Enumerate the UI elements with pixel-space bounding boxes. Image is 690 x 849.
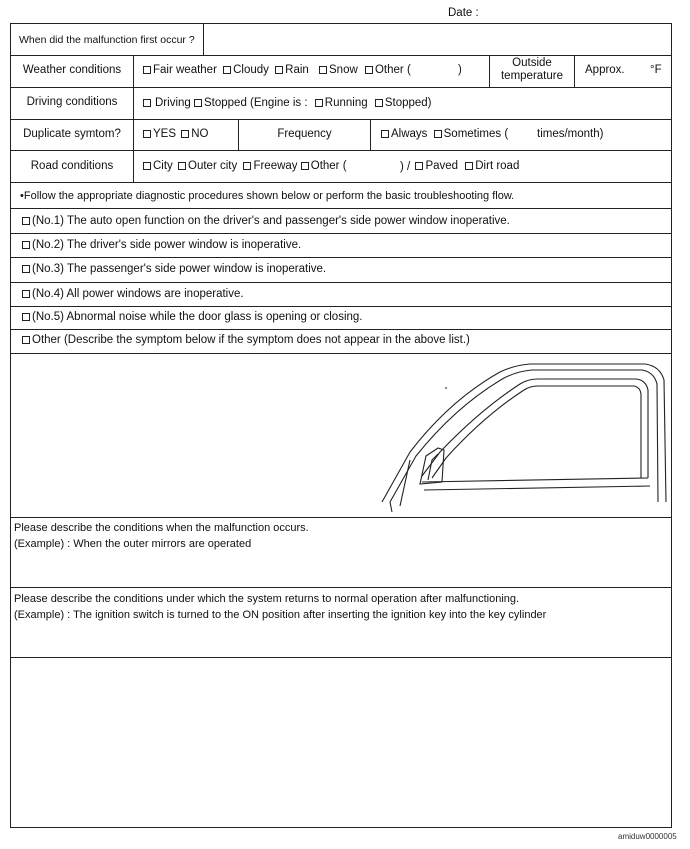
checkbox-icon — [243, 162, 251, 170]
conditions-line-1: Please describe the conditions when the malfunction occurs. — [14, 522, 309, 534]
checkbox-icon — [301, 162, 309, 170]
first-occur-field[interactable] — [206, 26, 669, 53]
row-divider — [10, 282, 672, 283]
row-divider — [10, 329, 672, 330]
weather-rain-label: Rain — [285, 64, 309, 76]
driving-options — [143, 97, 432, 110]
window-frame-outer — [422, 379, 648, 478]
frequency-sometimes-label: Sometimes ( — [443, 128, 509, 140]
road-other-label: Other ( — [310, 160, 347, 172]
symptom-5[interactable] — [22, 311, 363, 323]
weather-fair-checkbox[interactable] — [143, 64, 217, 76]
frequency-sometimes-checkbox[interactable] — [434, 128, 509, 140]
door-edge — [390, 502, 392, 512]
checkbox-icon — [375, 99, 383, 107]
engine-stopped-checkbox[interactable] — [375, 97, 432, 109]
frequency-always-label: Always — [391, 128, 428, 140]
col-divider — [370, 119, 371, 150]
symptom-other[interactable] — [22, 334, 470, 346]
row-divider — [10, 657, 672, 658]
speck — [445, 387, 447, 389]
weather-other-label: Other ( — [374, 64, 411, 76]
road-other-checkbox[interactable] — [301, 160, 347, 172]
outside-temp-line2: temperature — [500, 70, 563, 82]
driving-label: Driving conditions — [26, 96, 118, 108]
engine-stopped-label: Stopped) — [384, 97, 432, 109]
road-label: Road conditions — [30, 160, 114, 172]
duplicate-yes-label: YES — [153, 128, 177, 140]
outside-temp-line1: Outside — [512, 57, 552, 69]
weather-cloudy-checkbox[interactable] — [223, 64, 269, 76]
weather-snow-checkbox[interactable] — [319, 64, 358, 76]
row-divider — [10, 208, 672, 209]
checkbox-icon — [223, 66, 231, 74]
road-paved-checkbox[interactable] — [415, 160, 458, 172]
road-city-checkbox[interactable] — [143, 160, 173, 172]
outside-temp-label — [490, 57, 574, 83]
engine-running-checkbox[interactable] — [315, 97, 368, 109]
road-dirt-label: Dirt road — [475, 160, 520, 172]
row-divider — [10, 587, 672, 588]
frequency-options — [381, 128, 508, 141]
row-divider — [10, 182, 672, 183]
approx-label: Approx. — [585, 64, 625, 76]
row-divider — [10, 87, 672, 88]
belt-line-upper — [422, 478, 648, 482]
symptom-4[interactable] — [22, 288, 244, 300]
checkbox-icon — [22, 241, 30, 249]
symptom-3-label: (No.3) The passenger's side power window is inoperative. — [32, 263, 327, 275]
checkbox-icon — [194, 99, 202, 107]
symptom-2-label: (No.2) The driver's side power window is inoperative. — [32, 239, 302, 251]
date-label: Date : — [448, 7, 479, 19]
checkbox-icon — [465, 162, 473, 170]
weather-options — [143, 64, 411, 77]
weather-rain-checkbox[interactable] — [275, 64, 309, 76]
checkbox-icon — [22, 290, 30, 298]
col-divider — [133, 55, 134, 182]
weather-label: Weather conditions — [22, 64, 122, 76]
checkbox-icon — [315, 99, 323, 107]
instruction-text: •Follow the appropriate diagnostic procedures shown below or perform the basic troubleshooting flow. — [20, 190, 515, 202]
frequency-label: Frequency — [277, 128, 332, 140]
road-freeway-checkbox[interactable] — [243, 160, 297, 172]
road-paved-label: Paved — [425, 160, 459, 172]
checkbox-icon — [181, 130, 189, 138]
duplicate-label: Duplicate symtom? — [23, 128, 121, 140]
temp-unit: °F — [650, 64, 662, 76]
row-divider — [10, 306, 672, 307]
driving-driving-checkbox[interactable] — [143, 97, 191, 109]
row-divider — [10, 257, 672, 258]
checkbox-icon — [143, 130, 151, 138]
row-divider — [10, 353, 672, 354]
window-frame-inner — [432, 386, 641, 478]
door-outer-frame — [382, 364, 666, 502]
duplicate-yes-checkbox[interactable] — [143, 128, 176, 140]
row-divider — [10, 55, 672, 56]
recovery-line-2: (Example) : The ignition switch is turned to the ON position after inserting the ignition key into the key cylinder — [14, 609, 547, 621]
symptom-5-label: (No.5) Abnormal noise while the door glass is opening or closing. — [32, 311, 363, 323]
row-divider — [10, 517, 672, 518]
driving-driving-label: Driving — [155, 97, 191, 109]
checkbox-icon — [319, 66, 327, 74]
checkbox-icon — [143, 162, 151, 170]
frequency-always-checkbox[interactable] — [381, 128, 427, 140]
symptom-1-label: (No.1) The auto open function on the driver's and passenger's side power window inoperative. — [32, 215, 510, 227]
checkbox-icon — [381, 130, 389, 138]
row-divider — [10, 119, 672, 120]
checkbox-icon — [275, 66, 283, 74]
free-description-area[interactable] — [12, 659, 670, 825]
weather-other-checkbox[interactable] — [365, 64, 411, 76]
road-dirt-checkbox[interactable] — [465, 160, 519, 172]
recovery-line-1: Please describe the conditions under which the system returns to normal operation after malfunctioning. — [14, 593, 520, 605]
weather-snow-label: Snow — [329, 64, 358, 76]
checkbox-icon — [22, 336, 30, 344]
road-city-label: City — [153, 160, 173, 172]
symptom-2[interactable] — [22, 239, 301, 251]
first-occur-label: When did the malfunction first occur ? — [19, 34, 195, 46]
conditions-block — [14, 520, 309, 552]
symptom-other-label: Other (Describe the symptom below if the symptom does not appear in the above list.) — [32, 334, 470, 346]
road-outer-checkbox[interactable] — [178, 160, 237, 172]
weather-fair-label: Fair weather — [153, 64, 217, 76]
road-slash: ) / — [400, 161, 411, 173]
recovery-block — [14, 591, 546, 623]
checkbox-icon — [365, 66, 373, 74]
checkbox-icon — [22, 217, 30, 225]
weather-other-close: ) — [458, 64, 462, 76]
row-divider — [10, 233, 672, 234]
duplicate-no-label: NO — [191, 128, 209, 140]
times-per-month-label: times/month) — [537, 128, 604, 140]
road-freeway-label: Freeway — [253, 160, 298, 172]
engine-running-label: Running — [324, 97, 368, 109]
row-divider — [10, 150, 672, 151]
checkbox-icon — [143, 66, 151, 74]
car-door-illustration — [380, 360, 670, 516]
conditions-line-2: (Example) : When the outer mirrors are operated — [14, 538, 252, 550]
road-options — [143, 160, 347, 173]
checkbox-icon — [415, 162, 423, 170]
col-divider — [574, 55, 575, 87]
checkbox-icon — [143, 99, 151, 107]
figure-id: amiduw0000005 — [618, 832, 677, 841]
duplicate-options — [143, 128, 208, 141]
belt-line-lower — [424, 486, 650, 490]
duplicate-no-checkbox[interactable] — [181, 128, 208, 140]
symptom-3[interactable] — [22, 263, 326, 275]
road-surface-options — [400, 160, 519, 173]
driving-stopped-checkbox[interactable] — [194, 97, 308, 109]
road-outer-label: Outer city — [188, 160, 238, 172]
checkbox-icon — [22, 265, 30, 273]
checkbox-icon — [22, 313, 30, 321]
checkbox-icon — [178, 162, 186, 170]
weather-cloudy-label: Cloudy — [233, 64, 269, 76]
checkbox-icon — [434, 130, 442, 138]
symptom-1[interactable] — [22, 215, 510, 227]
driving-stopped-label: Stopped (Engine is : — [204, 97, 308, 109]
symptom-4-label: (No.4) All power windows are inoperative. — [32, 288, 244, 300]
col-divider — [203, 23, 204, 55]
